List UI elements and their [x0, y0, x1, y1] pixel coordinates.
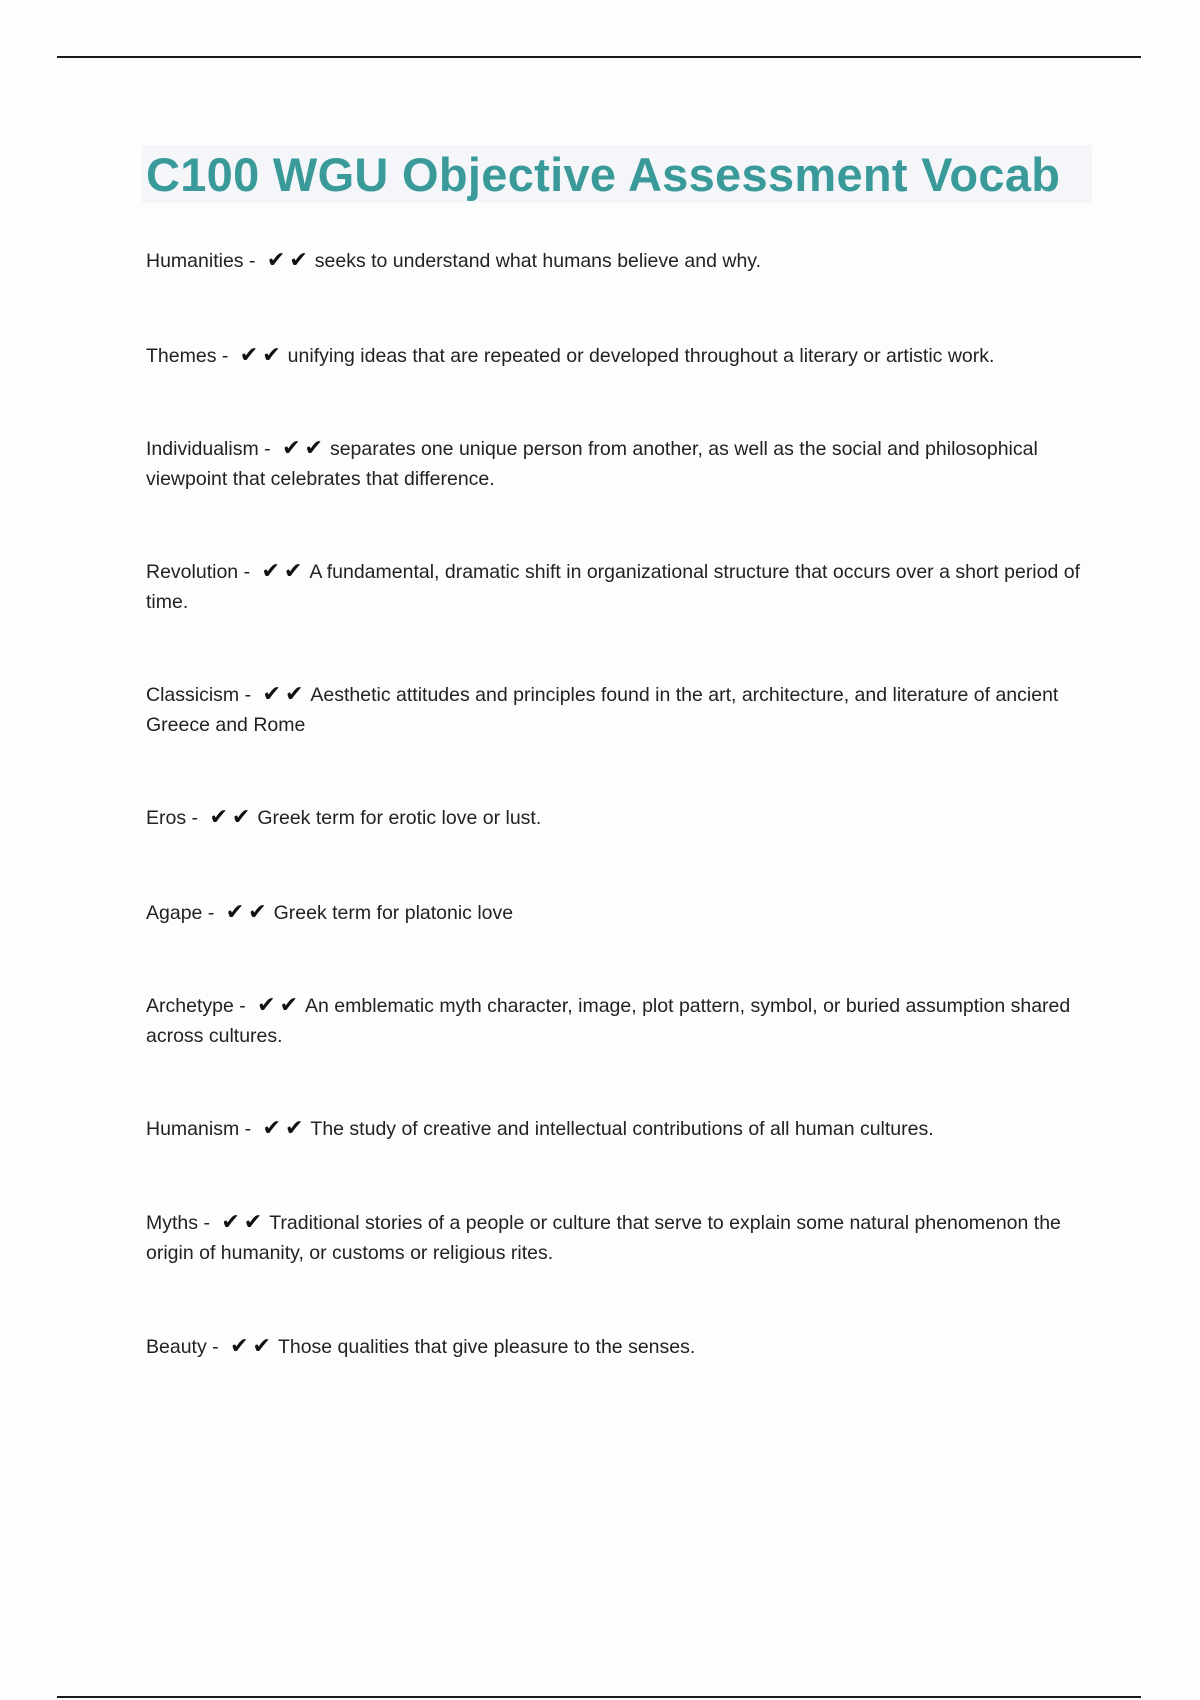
vocab-entry	[146, 1332, 1086, 1362]
term-separator: -	[243, 561, 251, 583]
vocab-term: Archetype	[146, 995, 234, 1017]
term-separator: -	[203, 1212, 210, 1234]
check-mark-icon: ✔✔	[230, 1334, 275, 1359]
vocab-definition: A fundamental, dramatic shift in organizational structure that occurs over a short period of time.	[146, 561, 1081, 613]
vocab-term: Beauty	[146, 1336, 207, 1358]
vocab-definition: An emblematic myth character, image, plot pattern, symbol, or buried assumption shared across cultures.	[146, 995, 1071, 1047]
check-mark-icon: ✔✔	[239, 343, 285, 368]
vocab-term: Humanities	[146, 250, 244, 272]
vocab-definition: Those qualities that give pleasure to the senses.	[277, 1336, 696, 1358]
vocab-definition: seeks to understand what humans believe and why.	[314, 250, 762, 272]
vocab-entry	[146, 680, 1086, 740]
bottom-rule	[57, 1696, 1141, 1698]
vocab-term: Themes	[146, 345, 217, 367]
vocab-entry	[146, 1208, 1086, 1268]
term-separator: -	[239, 995, 246, 1017]
vocab-definition: Traditional stories of a people or culture that serve to explain some natural phenomenon the origin of humanity, or customs or religious rites.	[146, 1212, 1061, 1264]
vocab-entry	[146, 246, 1086, 276]
term-separator: -	[244, 1118, 252, 1140]
vocab-term: Myths	[146, 1212, 199, 1234]
top-rule	[57, 56, 1141, 58]
check-mark-icon: ✔✔	[209, 805, 255, 830]
term-separator: -	[264, 438, 271, 460]
term-separator: -	[207, 902, 215, 924]
vocab-definition: The study of creative and intellectual contributions of all human cultures.	[310, 1118, 934, 1140]
check-mark-icon: ✔✔	[225, 900, 271, 925]
check-mark-icon: ✔✔	[257, 993, 303, 1018]
term-separator: -	[248, 250, 256, 272]
vocab-definition: Greek term for erotic love or lust.	[257, 807, 542, 829]
vocab-term: Agape	[146, 902, 203, 924]
vocab-entry	[146, 434, 1086, 494]
check-mark-icon: ✔✔	[261, 559, 307, 584]
term-separator: -	[212, 1336, 219, 1358]
vocab-term: Humanism	[146, 1118, 240, 1140]
check-mark-icon: ✔✔	[282, 436, 327, 461]
vocab-definition: unifying ideas that are repeated or developed throughout a literary or artistic work.	[287, 345, 995, 367]
vocab-definition: separates one unique person from another, as well as the social and philosophical viewpoint that celebrates that difference.	[146, 438, 1038, 490]
vocab-term: Classicism	[146, 684, 240, 706]
vocab-entry	[146, 557, 1086, 617]
check-mark-icon: ✔✔	[221, 1210, 267, 1235]
vocab-entry	[146, 1114, 1086, 1144]
vocab-entry	[146, 341, 1086, 371]
term-separator: -	[244, 684, 252, 706]
term-separator: -	[191, 807, 199, 829]
vocab-term: Eros	[146, 807, 187, 829]
vocab-term: Revolution	[146, 561, 239, 583]
title-banner	[142, 145, 1092, 203]
vocab-entry	[146, 803, 1086, 833]
vocab-definition: Aesthetic attitudes and principles found in the art, architecture, and literature of ancient Greece and Rome	[146, 684, 1059, 736]
check-mark-icon: ✔✔	[262, 1116, 308, 1141]
vocab-term: Individualism	[146, 438, 259, 460]
check-mark-icon: ✔✔	[262, 682, 308, 707]
page-title: C100 WGU Objective Assessment Vocab	[146, 147, 1061, 201]
vocab-entry	[146, 898, 1086, 928]
vocab-definition: Greek term for platonic love	[273, 902, 514, 924]
check-mark-icon: ✔✔	[266, 248, 312, 273]
term-separator: -	[221, 345, 229, 367]
vocab-entry	[146, 991, 1086, 1051]
